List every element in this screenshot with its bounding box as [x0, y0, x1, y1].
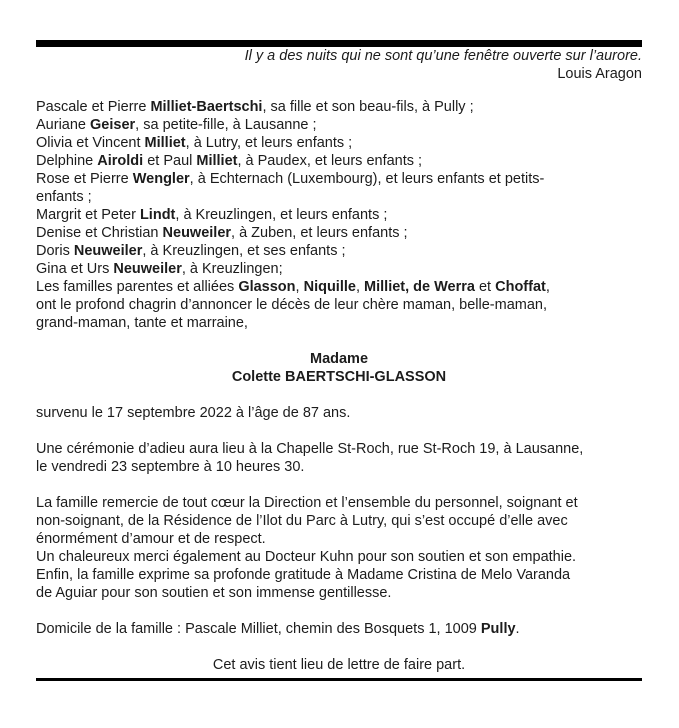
deceased-title-block — [36, 350, 642, 386]
text-line: grand-maman, tante et marraine, — [36, 315, 248, 331]
closing-line: Cet avis tient lieu de lettre de faire part. — [212, 657, 466, 673]
text-line: énormément d’amour et de respect. — [36, 531, 266, 547]
deceased-title: Madame — [309, 351, 369, 367]
ceremony-paragraph — [36, 440, 642, 476]
top-rule — [36, 40, 642, 47]
thanks-paragraph — [36, 494, 642, 602]
text-line: Delphine Airoldi et Paul Milliet, à Paudex, et leurs enfants ; — [36, 153, 423, 169]
text-line: survenu le 17 septembre 2022 à l’âge de 87 ans. — [36, 405, 351, 421]
deceased-name: Colette BAERTSCHI-GLASSON — [231, 369, 447, 385]
text-line: Un chaleureux merci également au Docteur Kuhn pour son soutien et son empathie. — [36, 549, 577, 565]
text-line: le vendredi 23 septembre à 10 heures 30. — [36, 459, 305, 475]
text-line: Doris Neuweiler, à Kreuzlingen, et ses enfants ; — [36, 243, 346, 259]
text-line: La famille remercie de tout cœur la Direction et l’ensemble du personnel, soignant et — [36, 495, 578, 511]
text-line: Auriane Geiser, sa petite-fille, à Lausanne ; — [36, 117, 317, 133]
epigraph — [36, 47, 642, 83]
text-line: Domicile de la famille : Pascale Milliet, chemin des Bosquets 1, 1009 Pully. — [36, 621, 520, 637]
family-address-line — [36, 620, 642, 638]
text-line: de Aguiar pour son soutien et son immense gentillesse. — [36, 585, 392, 601]
epigraph-author: Louis Aragon — [557, 66, 642, 82]
family-list — [36, 98, 642, 332]
text-line: Margrit et Peter Lindt, à Kreuzlingen, et leurs enfants ; — [36, 207, 388, 223]
bottom-rule — [36, 678, 642, 681]
death-date-line — [36, 404, 642, 422]
text-line: enfants ; — [36, 189, 92, 205]
text-line: Pascale et Pierre Milliet-Baertschi, sa fille et son beau-fils, à Pully ; — [36, 99, 474, 115]
text-line: Les familles parentes et alliées Glasson, Niquille, Milliet, de Werra et Choffat, — [36, 279, 550, 295]
text-line: Olivia et Vincent Milliet, à Lutry, et leurs enfants ; — [36, 135, 353, 151]
text-line: Gina et Urs Neuweiler, à Kreuzlingen; — [36, 261, 283, 277]
text-line: Enfin, la famille exprime sa profonde gratitude à Madame Cristina de Melo Varanda — [36, 567, 571, 583]
text-line: ont le profond chagrin d’annoncer le décès de leur chère maman, belle-maman, — [36, 297, 548, 313]
text-line: Denise et Christian Neuweiler, à Zuben, et leurs enfants ; — [36, 225, 408, 241]
text-line: Une cérémonie d’adieu aura lieu à la Chapelle St-Roch, rue St-Roch 19, à Lausanne, — [36, 441, 584, 457]
text-line: non-soignant, de la Résidence de l’Ilot du Parc à Lutry, qui s’est occupé d’elle avec — [36, 513, 568, 529]
epigraph-quote: Il y a des nuits qui ne sont qu’une fenêtre ouverte sur l’aurore. — [244, 48, 642, 64]
text-line: Rose et Pierre Wengler, à Echternach (Luxembourg), et leurs enfants et petits- — [36, 171, 545, 187]
